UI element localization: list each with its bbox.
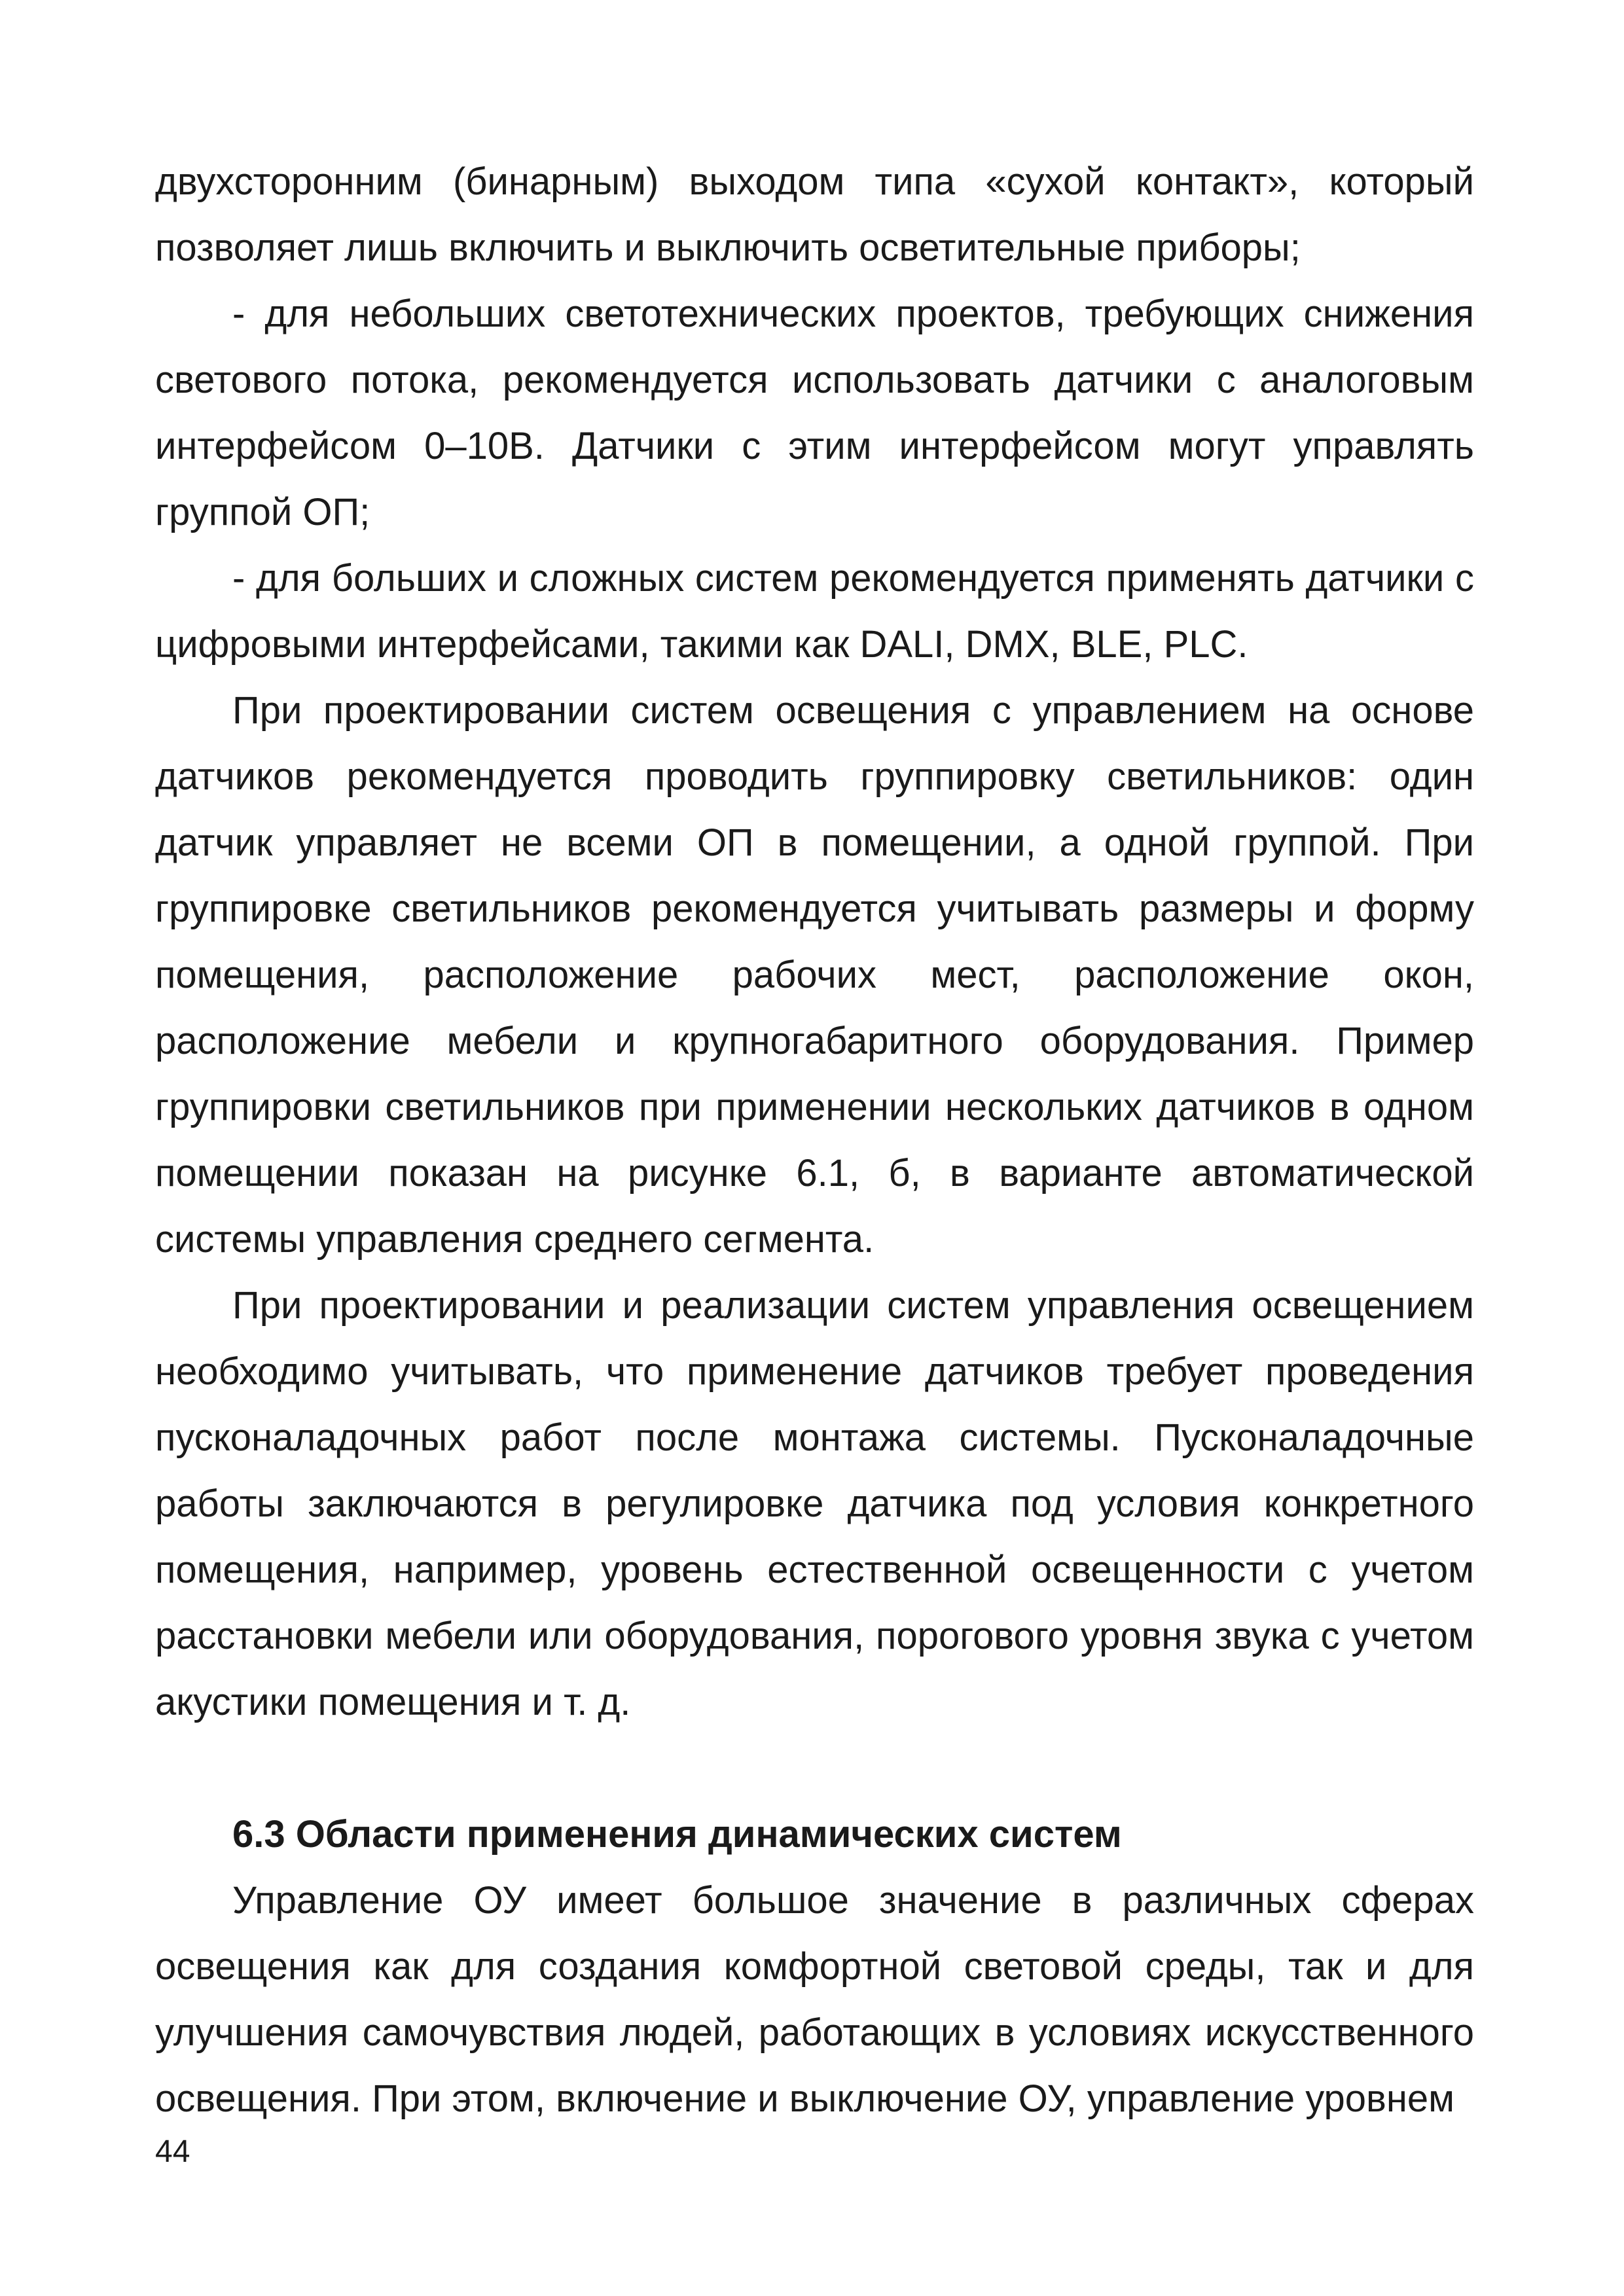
paragraph-commissioning: При проектировании и реализации систем управления освещением необходимо учитывать, что применение датчиков требует проведения пусконаладочных работ после монтажа системы. Пусконаладочные работы заключаются в регулировке датчика под условия конкретного помещения, например, уровень естественной освещенности с учетом расстановки мебели или оборудования, порогового уровня звука с учетом акустики помещения и т. д.: [155, 1284, 1474, 1723]
paragraph-digital-sensors: - для больших и сложных систем рекомендуется применять датчики с цифровыми интерфейсами, такими как DALI, DMX, BLE, PLC.: [155, 557, 1474, 666]
paragraph-analog-sensors: - для небольших светотехнических проектов, требующих снижения светового потока, рекомендуется использовать датчики с аналоговым интерфейсом 0–10В. Датчики с этим интерфейсом могут управлять группой ОП;: [155, 293, 1474, 533]
page-number: 44: [155, 2134, 190, 2169]
section-paragraph: Управление ОУ имеет большое значение в различных сферах освещения как для создания комфортной световой среды, так и для улучшения самочувствия людей, работающих в условиях искусственного освещения. При этом, включение и выключение ОУ, управление уровнем: [155, 1879, 1474, 2120]
page-body: [155, 149, 1474, 2132]
paragraph-continuation: двухсторонним (бинарным) выходом типа «сухой контакт», который позволяет лишь включить и выключить осветительные приборы;: [155, 160, 1474, 269]
section-heading: 6.3 Области применения динамических систем: [232, 1813, 1122, 1856]
paragraph-luminaire-grouping: При проектировании систем освещения с управлением на основе датчиков рекомендуется проводить группировку светильников: один датчик управляет не всеми ОП в помещении, а одной группой. При группировке светильников рекомендуется учитывать размеры и форму помещения, расположение рабочих мест, расположение окон, расположение мебели и крупногабаритного оборудования. Пример группировки светильников при применении нескольких датчиков в одном помещении показан на рисунке 6.1, б, в варианте автоматической системы управления среднего сегмента.: [155, 689, 1474, 1261]
